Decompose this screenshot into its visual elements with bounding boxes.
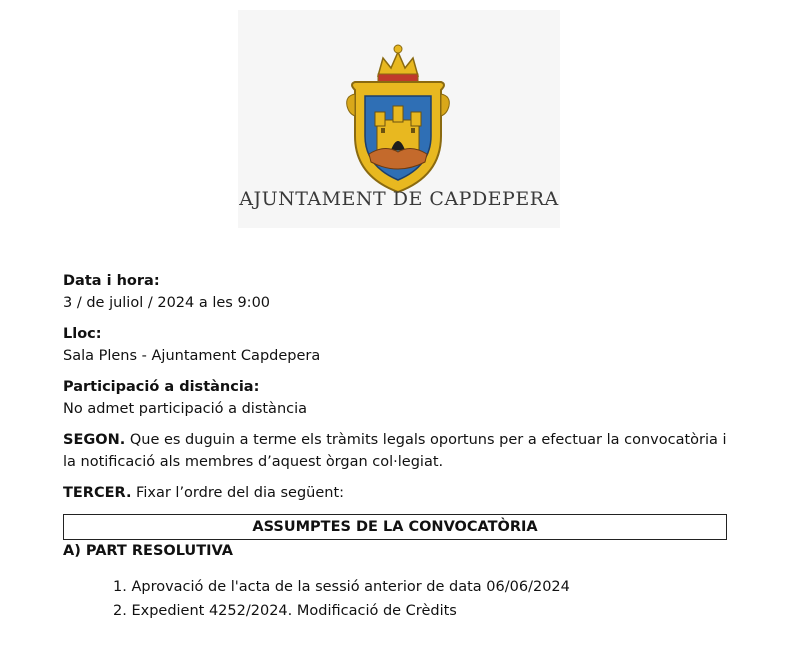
header-logo-block — [238, 10, 560, 228]
document-body — [63, 270, 733, 624]
coat-of-arms-icon — [345, 36, 451, 196]
agenda-item-text: Aprovació de l'acta de la sessió anterior de data 06/06/2024 — [131, 579, 570, 595]
agenda-section-title: A) PART RESOLUTIVA — [63, 543, 233, 559]
remote-participation-label: Participació a distància: — [63, 379, 260, 395]
segon-keyword: SEGON. — [63, 432, 126, 448]
agenda-list — [63, 576, 733, 622]
date-value: 3 / de juliol / 2024 a les 9:00 — [63, 295, 271, 311]
place-value: Sala Plens - Ajuntament Capdepera — [63, 348, 321, 364]
remote-participation-value: No admet participació a distància — [63, 401, 308, 417]
tercer-keyword: TERCER. — [63, 485, 132, 501]
organization-name: AJUNTAMENT DE CAPDEPERA — [239, 188, 559, 210]
remote-participation-field — [63, 376, 733, 420]
agenda-box-title: ASSUMPTES DE LA CONVOCATÒRIA — [63, 514, 727, 540]
agenda-item-number: 2. — [113, 603, 127, 619]
tercer-paragraph — [63, 482, 733, 504]
place-field — [63, 323, 733, 367]
segon-paragraph — [63, 429, 733, 473]
segon-text: Que es duguin a terme els tràmits legals oportuns per a efectuar la convocatòria i la notificació als membres d’aquest òrgan col·legiat. — [63, 432, 727, 470]
agenda-item-text: Expedient 4252/2024. Modificació de Crèdits — [131, 603, 457, 619]
date-label: Data i hora: — [63, 273, 160, 289]
place-label: Lloc: — [63, 326, 102, 342]
list-item — [113, 576, 733, 598]
agenda-item-number: 1. — [113, 579, 127, 595]
date-field — [63, 270, 733, 314]
list-item — [113, 600, 733, 622]
tercer-text: Fixar l’ordre del dia següent: — [131, 485, 345, 501]
